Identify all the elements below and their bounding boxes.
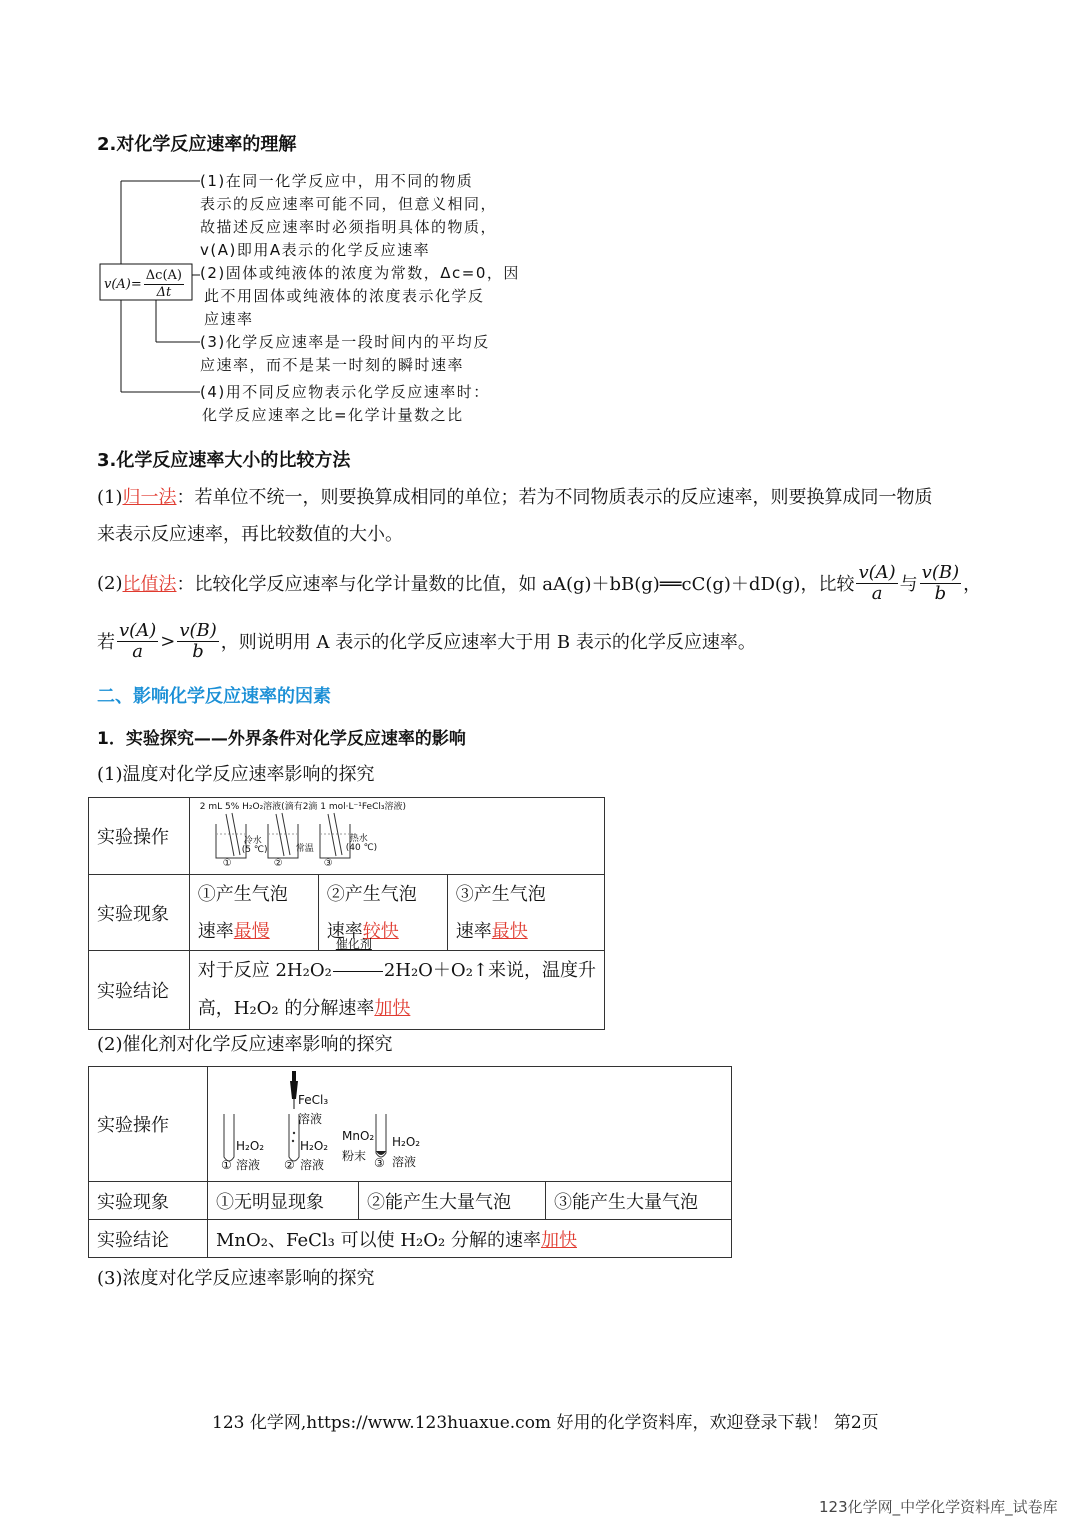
- reaction-rhs: 2H₂O＋O₂↑来说，温度升: [383, 960, 596, 981]
- diagram-point-line: 化学反应速率之比=化学计量数之比: [202, 406, 464, 424]
- frac-va-num: v(A): [119, 619, 157, 641]
- cold-water-label: 冷水: [243, 836, 262, 846]
- frac-va-den: a: [132, 640, 143, 662]
- table-row: [89, 1067, 732, 1182]
- diagram-point-line: 此不用固体或纯液体的浓度表示化学反: [204, 287, 485, 305]
- conclusion-cell: [189, 937, 604, 1030]
- section3-title: 3.化学反应速率大小的比较方法: [97, 450, 351, 471]
- center-formula: [104, 268, 186, 301]
- diagram-point-line: 应速率: [204, 310, 254, 328]
- table-row: [89, 951, 605, 1030]
- conclusion-text: ，则说明用 A 表示的化学反应速率大于用 B 表示的化学反应速率。: [220, 632, 756, 653]
- frac-vb-den: b: [934, 582, 947, 604]
- method2-conclusion: [97, 618, 756, 664]
- phenomenon-cell: ①无明显现象: [208, 1182, 359, 1220]
- frac-vb-num: v(B): [179, 619, 217, 641]
- table-row-label: 实验结论: [89, 1220, 208, 1258]
- rate-word: 速率: [197, 920, 234, 942]
- answer-slowest: 最慢: [233, 920, 270, 942]
- formula-num: Δc(A): [145, 268, 182, 283]
- beaker-number: ②: [273, 858, 283, 869]
- phenomenon-cell: [447, 875, 604, 951]
- diagram-point-line: 表示的反应速率可能不同，但意义相同，: [200, 195, 498, 213]
- phenomenon-text: ③产生气泡: [455, 883, 546, 905]
- beaker-number: ③: [323, 858, 333, 869]
- answer-accelerate: 加快: [540, 1229, 577, 1251]
- diagram-point-line: (2)固体或纯液体的浓度为常数，Δc=0，因: [200, 264, 520, 282]
- part2-title: 二、影响化学反应速率的因素: [97, 686, 331, 707]
- table-row: [89, 1182, 732, 1220]
- part2-sub1: 1．实验探究——外界条件对化学反应速率的影响: [97, 729, 466, 749]
- comma: ，: [963, 574, 982, 595]
- tube-number: ②: [284, 1158, 295, 1172]
- rate-word: 速率: [455, 920, 492, 942]
- diagram-point-line: (4)用不同反应物表示化学反应速率时：: [200, 383, 490, 401]
- phenomenon-cell: ③能产生大量气泡: [546, 1182, 732, 1220]
- room-temp-label: 常温: [295, 844, 314, 854]
- with-word: 与: [899, 574, 918, 595]
- answer-accelerate: 加快: [374, 998, 411, 1019]
- phenomenon-text: ②产生气泡: [326, 883, 417, 905]
- table-row: [89, 1220, 732, 1258]
- answer-fastest: 最快: [491, 920, 528, 942]
- catalyst-apparatus-image: [208, 1067, 732, 1182]
- conclusion-text: MnO₂、FeCl₃ 可以使 H₂O₂ 分解的速率: [216, 1229, 541, 1251]
- powder-label: 粉末: [342, 1149, 367, 1163]
- table-row-label: 实验现象: [89, 1182, 208, 1220]
- formula-lhs: v(A)=: [104, 277, 142, 292]
- method2-key: 比值法: [122, 574, 177, 595]
- page-footer: 123 化学网,https://www.123huaxue.com 好用的化学资料库，欢迎登录下载！ 第2页: [212, 1413, 879, 1433]
- fecl3-solution-label: 溶液: [298, 1112, 323, 1126]
- formula-den: Δt: [156, 285, 172, 300]
- method1-line2: 来表示反应速率，再比较数值的大小。: [97, 524, 403, 545]
- method2-prefix: (2): [97, 572, 123, 594]
- method1-prefix: (1): [97, 487, 123, 508]
- hot-temp-label: (40 ℃): [345, 843, 378, 853]
- table2-caption: (2)催化剂对化学反应速率影响的探究: [97, 1034, 393, 1055]
- temperature-apparatus-image: [189, 798, 604, 875]
- table-row-label: 实验结论: [89, 951, 190, 1030]
- tube-number: ①: [221, 1158, 232, 1172]
- section2-title: 2.对化学反应速率的理解: [97, 134, 297, 155]
- table-row-label: 实验操作: [89, 1067, 208, 1182]
- diagram-point-line: (3)化学反应速率是一段时间内的平均反: [200, 333, 490, 351]
- h2o2-label: H₂O₂: [300, 1139, 329, 1153]
- watermark: 123化学网_中学化学资料库_试卷库: [819, 1498, 1058, 1516]
- cold-temp-label: (5 ℃): [241, 845, 268, 855]
- table-catalyst: [88, 1066, 732, 1258]
- table3-caption: (3)浓度对化学反应速率影响的探究: [97, 1268, 375, 1289]
- apparatus-top-label: 2 mL 5% H₂O₂溶液(滴有2滴 1 mol·L⁻¹FeCl₃溶液): [199, 802, 407, 812]
- frac-va-num: v(A): [858, 561, 896, 583]
- table1-caption: (1)温度对化学反应速率影响的探究: [97, 764, 375, 785]
- conclusion-cell: [208, 1220, 732, 1258]
- frac-va-den: a: [871, 582, 883, 604]
- method1-text: ：若单位不统一，则要换算成相同的单位；若为不同物质表示的反应速率，则要换算成同一物质: [176, 487, 933, 508]
- frac-vb-den: b: [192, 640, 204, 662]
- answer-faster: 较快: [362, 920, 399, 942]
- method1-line1: [97, 483, 933, 509]
- catalyst-label: 催化剂: [335, 937, 372, 951]
- fecl3-label: FeCl₃: [298, 1093, 329, 1107]
- frac-vb-num: v(B): [921, 561, 960, 583]
- method1-key: 归一法: [122, 487, 177, 508]
- diagram-point-line: (1)在同一化学反应中，用不同的物质: [200, 172, 474, 190]
- table-row: [89, 798, 605, 875]
- solution-label: 溶液: [392, 1155, 417, 1169]
- solution-label: 溶液: [300, 1158, 325, 1172]
- diagram-point-line: 故描述反应速率时必须指明具体的物质，: [200, 218, 498, 236]
- rate-word: 速率: [326, 920, 363, 942]
- greater-than: >: [160, 630, 176, 652]
- reaction-lhs: 对于反应 2H₂O₂: [197, 960, 332, 981]
- method2-text: ：比较化学反应速率与化学计量数的比值，如 aA(g)＋bB(g)══cC(g)＋dD(g)，比较: [176, 574, 855, 595]
- h2o2-label: H₂O₂: [236, 1139, 265, 1153]
- conclusion-text: 高，H₂O₂ 的分解速率: [197, 998, 375, 1019]
- solution-label: 溶液: [236, 1158, 261, 1172]
- if-word: 若: [97, 632, 115, 653]
- table-row-label: 实验操作: [89, 798, 190, 875]
- phenomenon-text: ①产生气泡: [197, 883, 288, 905]
- mno2-label: MnO₂: [342, 1129, 375, 1143]
- phenomenon-cell: [189, 875, 318, 951]
- diagram-point-line: 应速率，而不是某一时刻的瞬时速率: [200, 356, 465, 374]
- table-row-label: 实验现象: [89, 875, 190, 951]
- beaker-number: ①: [222, 858, 232, 869]
- phenomenon-cell: ②能产生大量气泡: [359, 1182, 546, 1220]
- table-temperature: [88, 797, 605, 1030]
- diagram-point-line: v(A)即用A表示的化学反应速率: [200, 241, 431, 259]
- tube-number: ③: [374, 1156, 385, 1170]
- hot-water-label: 热水: [349, 834, 368, 844]
- method2-line: [97, 560, 981, 606]
- h2o2-label: H₂O₂: [392, 1135, 421, 1149]
